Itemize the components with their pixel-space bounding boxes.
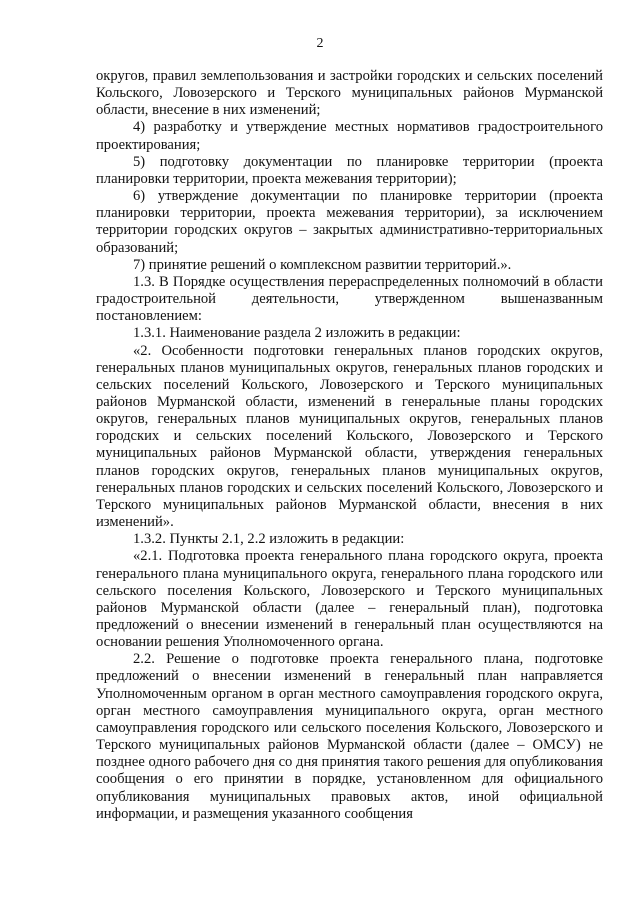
paragraph-item-7: 7) принятие решений о комплексном развитии территорий.». <box>133 256 512 273</box>
paragraph-item-5: 5) подготовку документации по планировке территории (проекта планировки территории, проекта межевания территории); <box>96 153 603 187</box>
paragraph-item-4: 4) разработку и утверждение местных нормативов градостроительного проектирования; <box>96 119 603 153</box>
paragraph-1-3: 1.3. В Порядке осуществления перераспределенных полномочий в области градостроительной деятельности, утвержденном вышеназванным постановлением: <box>96 273 603 325</box>
page-number: 2 <box>316 36 324 51</box>
paragraph-section-2-title: «2. Особенности подготовки генеральных планов городских округов, генеральных планов муниципальных округов, генеральных планов городских и сельских поселений Кольского, Ловозерского и Терского муниципальных районов Мурманской области, изменений в генеральные планы городских округов, генеральных планов муниципальных округов, генеральных планов городских и сельских поселений Кольского, Ловозерского и Терского муниципальных районов Мурманской области, утверждения генеральных планов городских округов, генеральных планов муниципальных округов, генеральных планов городских и сельских поселений Кольского, Ловозерского и Терского муниципальных районов Мурманской области, внесения в них изменений». <box>96 342 603 531</box>
paragraph-1-3-2: 1.3.2. Пункты 2.1, 2.2 изложить в редакции: <box>133 531 405 548</box>
paragraph-continuation: округов, правил землепользования и застройки городских и сельских поселений Кольского, Ловозерского и Терского муниципальных районов Мурманской области, внесение в них изменений; <box>96 68 603 119</box>
paragraph-item-6: 6) утверждение документации по планировке территории (проекта планировки территории, проекта межевания территории), за исключением территории городских округов – закрытых административно-территориальных образований; <box>96 188 603 256</box>
paragraph-2-2: 2.2. Решение о подготовке проекта генерального плана, подготовке предложений о внесении изменений в генеральный план направляется Уполномоченным органом в орган местного самоуправления городского округа, орган местного самоуправления муниципального округа, орган местного самоуправления городского или сельского поселения Кольского, Ловозерского и Терского муниципальных районов Мурманской области (далее – ОМСУ) не позднее одного рабочего дня со дня принятия такого решения для опубликования сообщения о его принятии в порядке, установленном для официального опубликования муниципальных правовых актов, иной официальной информации, и размещения указанного сообщения <box>96 651 603 822</box>
paragraph-1-3-1: 1.3.1. Наименование раздела 2 изложить в редакции: <box>133 325 461 342</box>
paragraph-2-1: «2.1. Подготовка проекта генерального плана городского округа, проекта генерального плана муниципального округа, генерального плана городского или сельского поселения Кольского, Ловозерского и Терского муниципальных районов Мурманской области (далее – генеральный план), подготовка предложений о внесении изменений в генеральный план осуществляются на основании решения Уполномоченного органа. <box>96 548 603 651</box>
document-body <box>96 68 603 823</box>
